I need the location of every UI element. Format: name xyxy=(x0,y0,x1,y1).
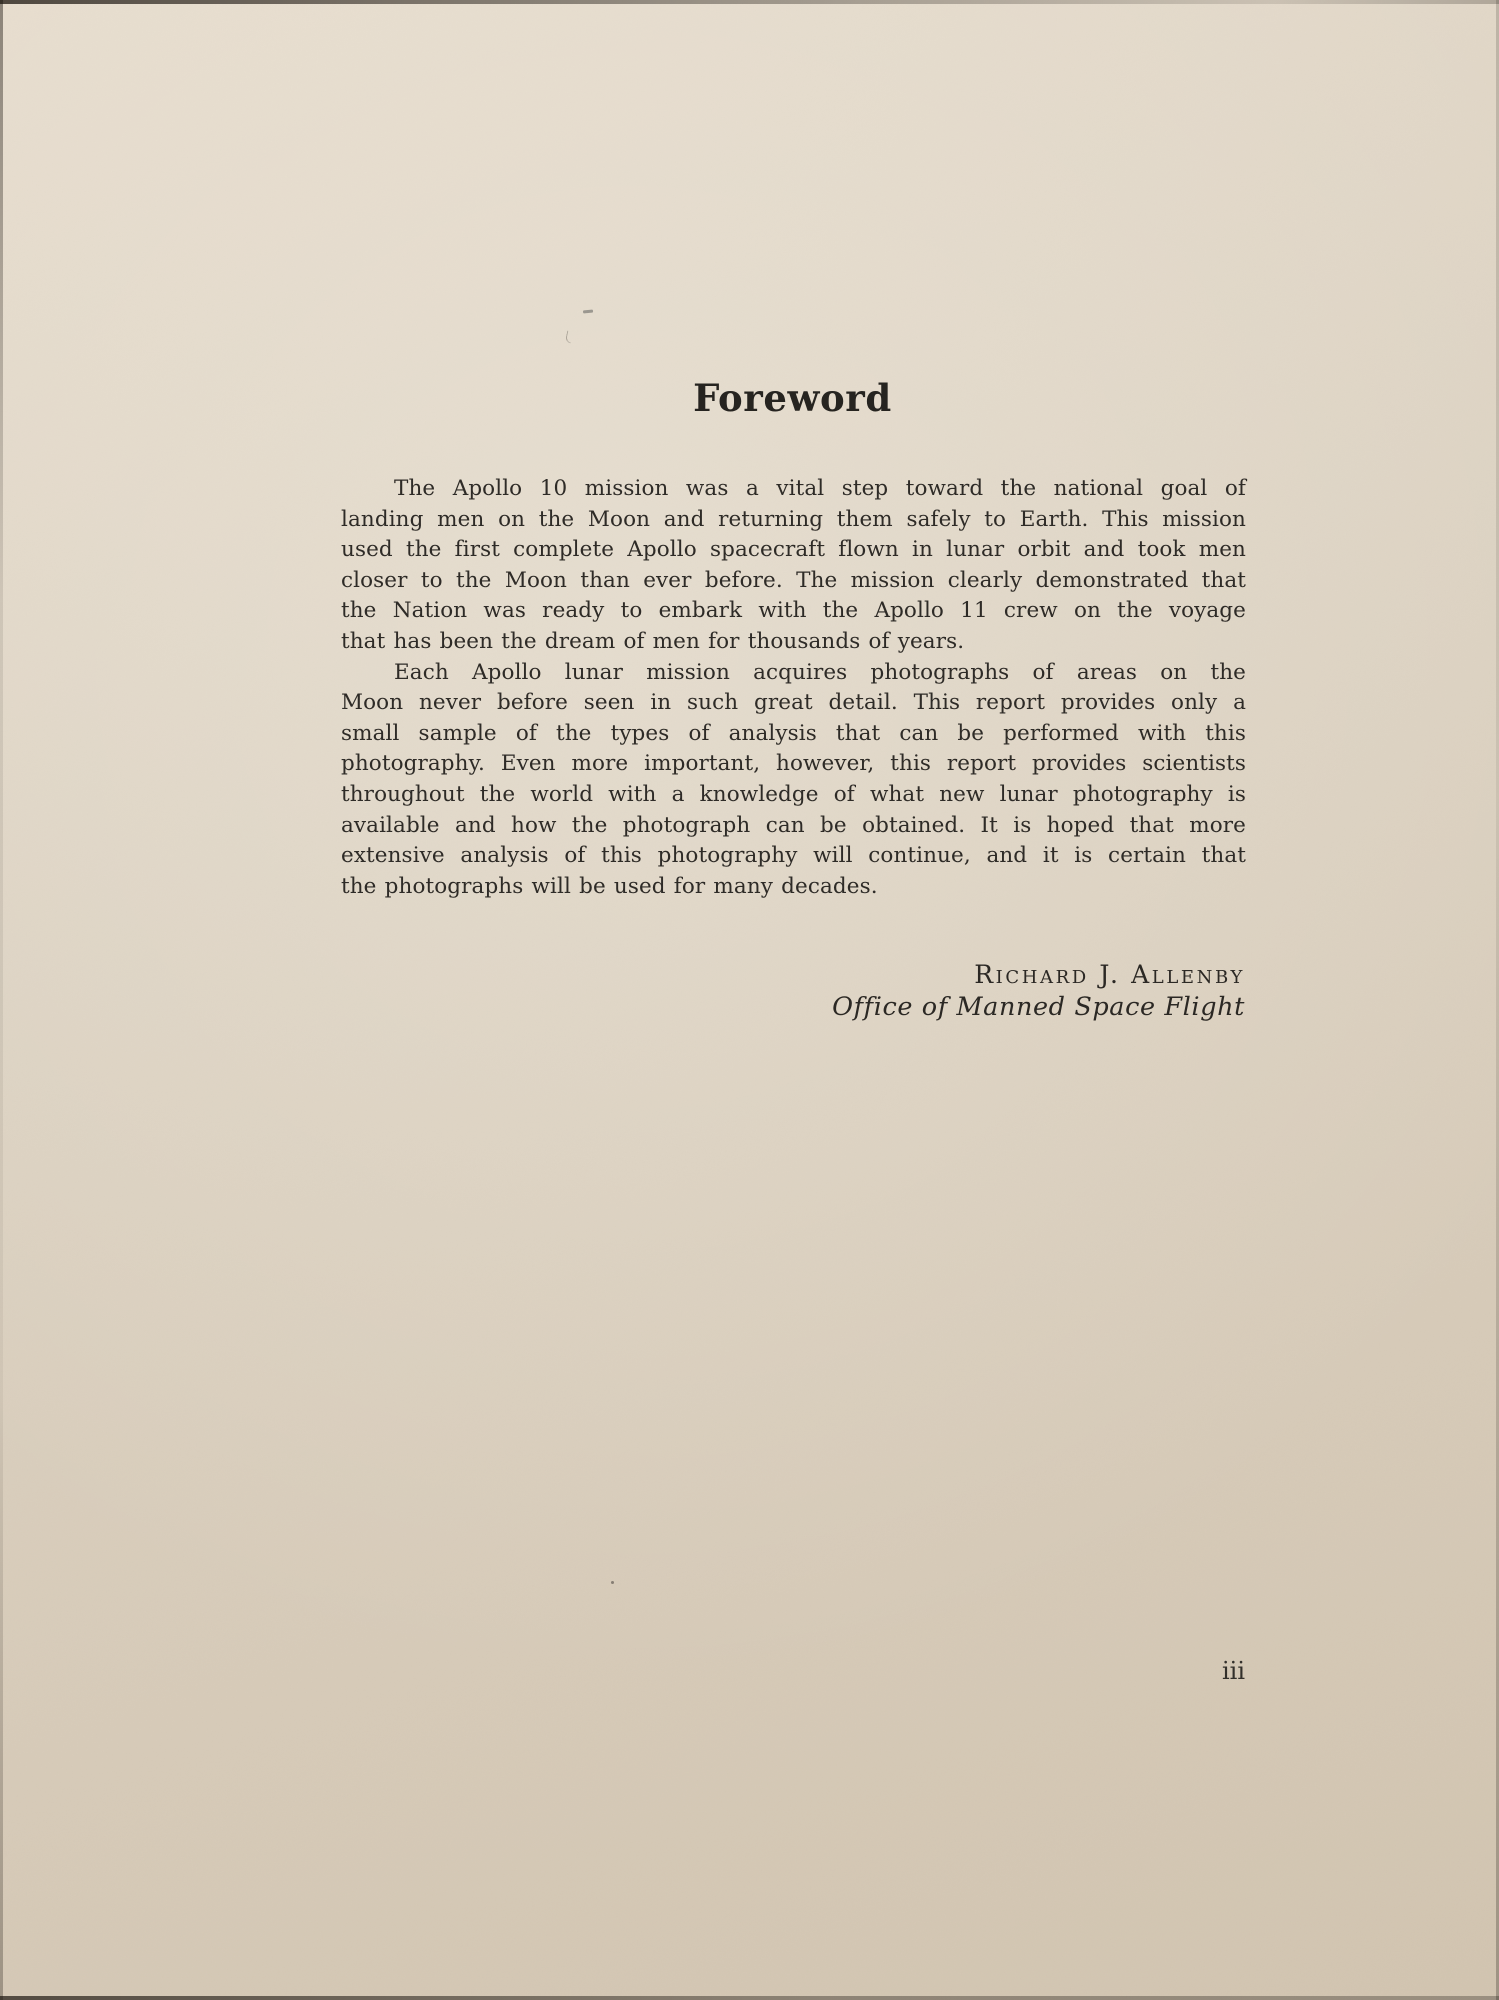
text-line: the photographs will be used for many decades. xyxy=(341,873,878,899)
text-line: landing men on the Moon and returning them safely to Earth. This mission xyxy=(341,506,1246,532)
text-line: available and how the photograph can be obtained. It is hoped that more xyxy=(341,812,1246,838)
text-line: used the first complete Apollo spacecraft flown in lunar orbit and took men xyxy=(341,537,1246,563)
signature-name: Richard J. Allenby xyxy=(974,960,1245,989)
paper-speck xyxy=(565,331,573,344)
scan-edge-bottom xyxy=(0,1996,1499,2000)
signature-block xyxy=(640,958,1245,1022)
text-line: the Nation was ready to embark with the Apollo 11 crew on the voyage xyxy=(341,598,1246,624)
text-line: closer to the Moon than ever before. The mission clearly demonstrated that xyxy=(341,567,1246,593)
text-line: that has been the dream of men for thousands of years. xyxy=(341,628,965,654)
paper-speck xyxy=(611,1581,614,1584)
paragraph xyxy=(341,658,1246,903)
text-line: Each Apollo lunar mission acquires photographs of areas on the xyxy=(394,659,1246,685)
text-line: extensive analysis of this photography will continue, and it is certain that xyxy=(341,843,1246,869)
text-line: The Apollo 10 mission was a vital step toward the national goal of xyxy=(394,476,1246,501)
text-line: Moon never before seen in such great detail. This report provides only a xyxy=(341,690,1246,716)
page-title: Foreword xyxy=(693,376,892,420)
foreword-text xyxy=(341,474,1246,902)
text-line: photography. Even more important, however, this report provides scientists xyxy=(341,751,1246,777)
page-number: iii xyxy=(1221,1657,1245,1685)
scan-edge-left xyxy=(0,0,3,2000)
text-line: throughout the world with a knowledge of what new lunar photography is xyxy=(341,781,1246,807)
scan-edge-top xyxy=(0,0,1499,4)
text-line: small sample of the types of analysis that can be performed with this xyxy=(341,720,1246,746)
signature-office: Office of Manned Space Flight xyxy=(832,992,1245,1022)
paper-speck xyxy=(583,309,593,313)
paragraph xyxy=(341,474,1246,658)
